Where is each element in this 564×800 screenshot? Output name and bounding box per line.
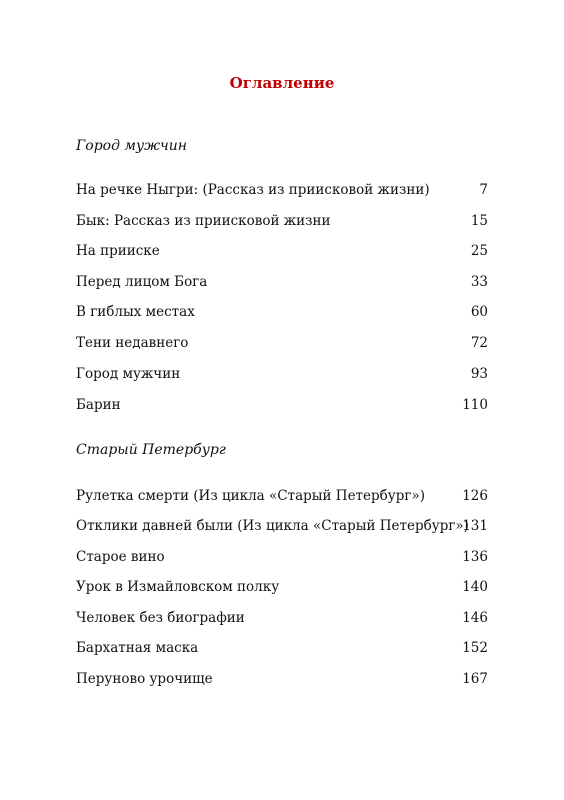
toc-entry-label: В гиблых местах: [76, 304, 195, 320]
toc-entry-page: 25: [470, 243, 488, 259]
toc-entry-page: 136: [462, 549, 488, 565]
toc-entry-label: Бархатная маска: [76, 640, 199, 656]
toc-entry-label: Человек без биографии: [76, 610, 245, 626]
toc-entry-label: На прииске: [76, 243, 160, 259]
toc-entry[interactable]: [76, 180, 488, 200]
toc-entry-page: 140: [462, 579, 488, 595]
section-title: Старый Петербург: [76, 442, 226, 458]
toc-entry-label: Урок в Измайловском полку: [76, 579, 280, 595]
toc-entry-page: 167: [462, 671, 488, 687]
toc-entry[interactable]: [76, 516, 488, 536]
toc-entry-label: Город мужчин: [76, 366, 181, 382]
toc-entry[interactable]: [76, 669, 488, 689]
toc-entry-page: 15: [470, 213, 488, 229]
toc-entry[interactable]: [76, 547, 488, 567]
toc-entry[interactable]: [76, 302, 488, 322]
toc-entry[interactable]: [76, 364, 488, 384]
toc-entry[interactable]: [76, 638, 488, 658]
toc-entry-page: 152: [462, 640, 488, 656]
toc-entry-label: Барин: [76, 397, 121, 413]
toc-entry-label: Тени недавнего: [76, 335, 189, 351]
toc-entry-page: 60: [470, 304, 488, 320]
toc-entry-label: Перед лицом Бога: [76, 274, 208, 290]
toc-entry[interactable]: [76, 333, 488, 353]
toc-entry[interactable]: [76, 241, 488, 261]
toc-entry[interactable]: [76, 486, 488, 506]
toc-entry[interactable]: [76, 577, 488, 597]
toc-entry-page: 146: [462, 610, 488, 626]
toc-title: Оглавление: [229, 74, 335, 92]
toc-entry-label: Рулетка смерти (Из цикла «Старый Петербург»): [76, 488, 425, 504]
toc-entry-page: 131: [462, 518, 488, 534]
toc-entry-label: Отклики давней были (Из цикла «Старый Петербург»): [76, 518, 469, 534]
toc-entry-label: Перуново урочище: [76, 671, 213, 687]
toc-entry[interactable]: [76, 272, 488, 292]
toc-entry-page: 93: [470, 366, 488, 382]
toc-entry[interactable]: [76, 608, 488, 628]
toc-entry-label: На речке Ныгри: (Рассказ из приисковой жизни): [76, 182, 430, 198]
toc-entry[interactable]: [76, 395, 488, 415]
section-title: Город мужчин: [76, 138, 188, 154]
toc-entry-page: 33: [470, 274, 488, 290]
toc-entry-page: 72: [470, 335, 488, 351]
toc-entry-label: Бык: Рассказ из приисковой жизни: [76, 213, 331, 229]
toc-entry-page: 7: [479, 182, 488, 198]
toc-entry-page: 126: [462, 488, 488, 504]
toc-entry-label: Старое вино: [76, 549, 165, 565]
toc-entry-page: 110: [462, 397, 488, 413]
toc-entry[interactable]: [76, 211, 488, 231]
